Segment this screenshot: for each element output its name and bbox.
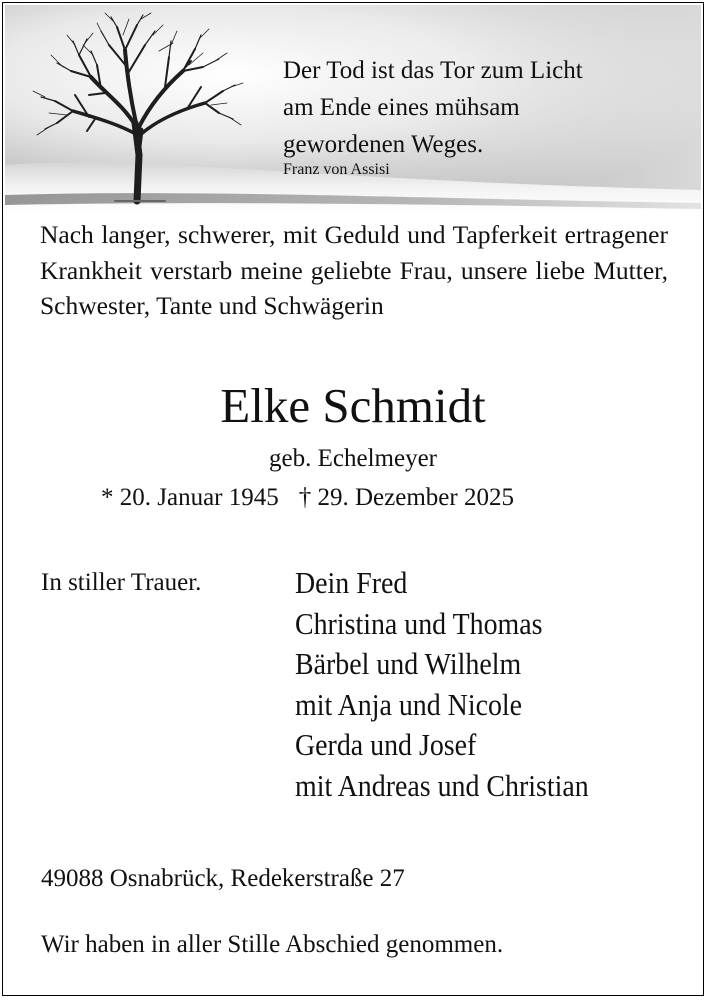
quote-line: Der Tod ist das Tor zum Licht <box>283 57 583 84</box>
mourner-line: Dein Fred <box>295 565 408 600</box>
birth-name: geb. Echelmeyer <box>269 445 437 472</box>
quote-block <box>283 52 583 179</box>
mourner-line: Christina und Thomas <box>295 605 543 641</box>
birth-date: * 20. Januar 1945 <box>101 484 279 511</box>
quote-author: Franz von Assisi <box>283 161 390 178</box>
mourner-line: mit Andreas und Christian <box>295 767 589 803</box>
life-dates <box>101 482 514 514</box>
mourning-label: In stiller Trauer. <box>41 569 202 596</box>
closing-text: Wir haben in aller Stille Abschied genommen. <box>41 931 504 958</box>
mourner-line: Bärbel und Wilhelm <box>295 646 522 681</box>
mourners-list <box>295 563 589 806</box>
mourner-line: mit Anja und Nicole <box>295 686 523 722</box>
quote-line: gewordenen Weges. <box>283 131 484 158</box>
deceased-name: Elke Schmidt <box>220 378 486 433</box>
header-image-panel <box>5 5 701 215</box>
address: 49088 Osnabrück, Redekerstraße 27 <box>41 865 405 892</box>
intro-text: Nach langer, schwerer, mit Geduld und Tapferkeit ertragener Krankheit verstarb meine geliebte Frau, unsere liebe Mutter, Schwester, Tante und Schwägerin <box>40 220 668 320</box>
mourner-line: Gerda und Josef <box>295 727 477 762</box>
death-date: † 29. Dezember 2025 <box>298 484 514 511</box>
obituary-card <box>2 2 704 996</box>
quote-line: am Ende eines mühsam <box>283 94 520 121</box>
